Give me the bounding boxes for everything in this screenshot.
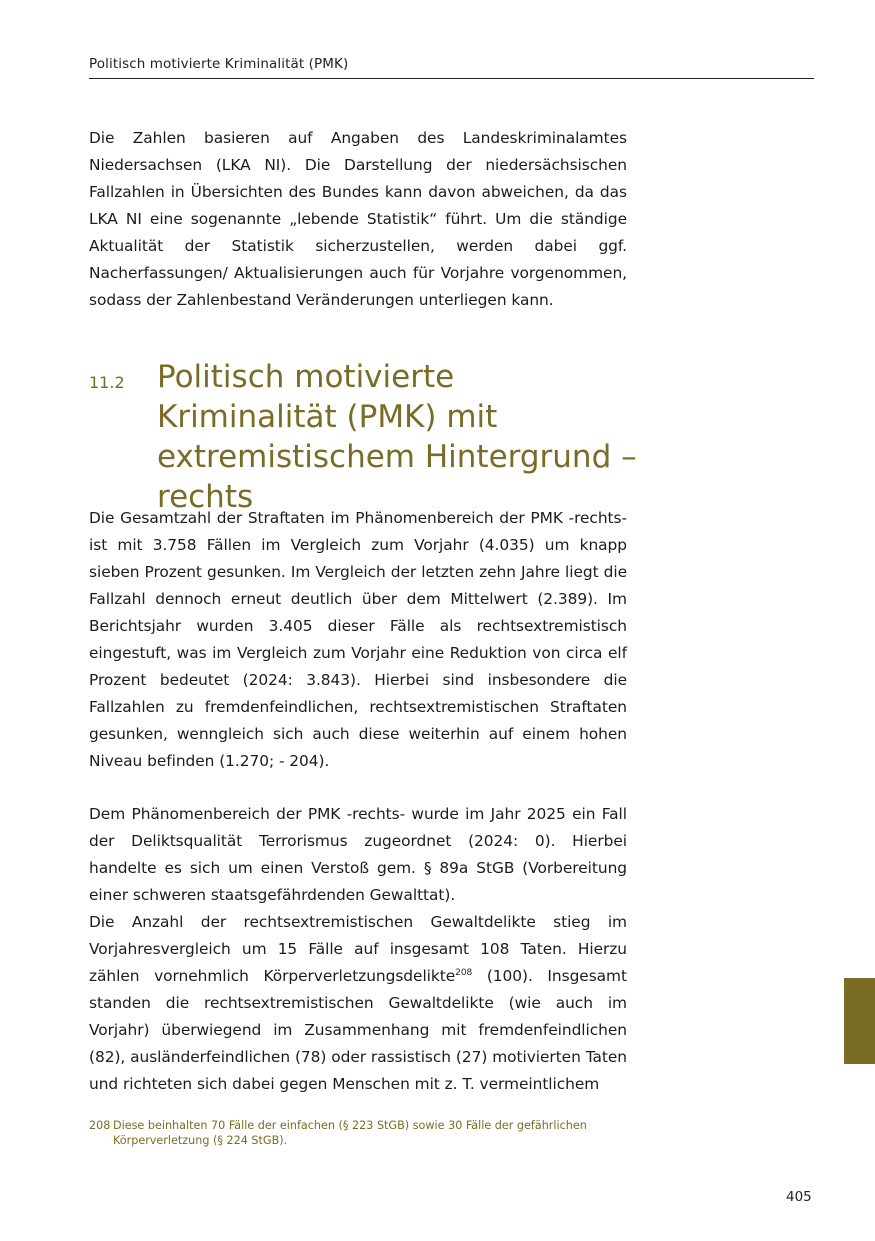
body-paragraph-3-start: Die Anzahl der rechtsextremistischen Gewaltdelikte stieg im Vorjahresvergleich um 15 Fälle auf insgesamt 108 Taten. Hierzu zählen vornehmlich Körperverletzungsdelikte bbox=[89, 913, 627, 985]
footnote-number: 208 bbox=[89, 1119, 111, 1132]
section-number: 11.2 bbox=[89, 373, 125, 392]
intro-paragraph: Die Zahlen basieren auf Angaben des Landeskriminalamtes Niedersachsen (LKA NI). Die Darstellung der niedersächsischen Fallzahlen in Übersichten des Bundes kann davon abweichen, da das LKA NI eine sogenannte „lebende Statistik“ führt. Um die ständige Aktualität der Statistik sicherzustellen, werden dabei ggf. Nacherfassungen/ Aktualisierungen auch für Vorjahre vorgenommen, sodass der Zahlenbestand Veränderungen unterliegen kann. bbox=[89, 129, 627, 309]
body-paragraph-3 bbox=[89, 909, 627, 1098]
page-number: 405 bbox=[786, 1189, 812, 1205]
header-rule bbox=[89, 78, 814, 79]
section-title: Politisch motivierte Kriminalität (PMK) mit extremistischem Hintergrund – rechts bbox=[157, 359, 637, 515]
body-paragraph-3-end: (100). Insgesamt standen die rechtsextremistischen Gewaltdelikte (wie auch im Vorjahr) überwiegend im Zusammenhang mit fremdenfeindlichen (82), ausländerfeindlichen (78) oder rassistisch (27) motivierten Taten und richteten sich dabei gegen Menschen mit z. T. vermeintlichem bbox=[89, 967, 627, 1093]
footnote-text: Diese beinhalten 70 Fälle der einfachen (§ 223 StGB) sowie 30 Fälle der gefährlichen Körperverletzung (§ 224 StGB). bbox=[113, 1119, 587, 1147]
body-paragraph-2: Dem Phänomenbereich der PMK -rechts- wurde im Jahr 2025 ein Fall der Deliktsqualität Terrorismus zugeordnet (2024: 0). Hierbei handelte es sich um einen Verstoß gem. § 89a StGB (Vorbereitung einer schweren staatsgefährdenden Gewalttat). bbox=[89, 805, 627, 904]
footnote bbox=[89, 1118, 629, 1148]
running-header: Politisch motivierte Kriminalität (PMK) bbox=[89, 56, 349, 72]
footnote-reference[interactable]: 208 bbox=[455, 968, 473, 978]
chapter-side-tab bbox=[844, 978, 875, 1064]
body-paragraph-1: Die Gesamtzahl der Straftaten im Phänomenbereich der PMK -rechts- ist mit 3.758 Fällen im Vergleich zum Vorjahr (4.035) um knapp sieben Prozent gesunken. Im Vergleich der letzten zehn Jahre liegt die Fallzahl dennoch erneut deutlich über dem Mittelwert (2.389). Im Berichtsjahr wurden 3.405 dieser Fälle als rechtsextremistisch eingestuft, was im Vergleich zum Vorjahr eine Reduktion von circa elf Prozent bedeutet (2024: 3.843). Hierbei sind insbesondere die Fallzahlen zu fremdenfeindlichen, rechtsextremistischen Straftaten gesunken, wenngleich sich auch diese weiterhin auf einem hohen Niveau befinden (1.270; - 204). bbox=[89, 509, 627, 770]
